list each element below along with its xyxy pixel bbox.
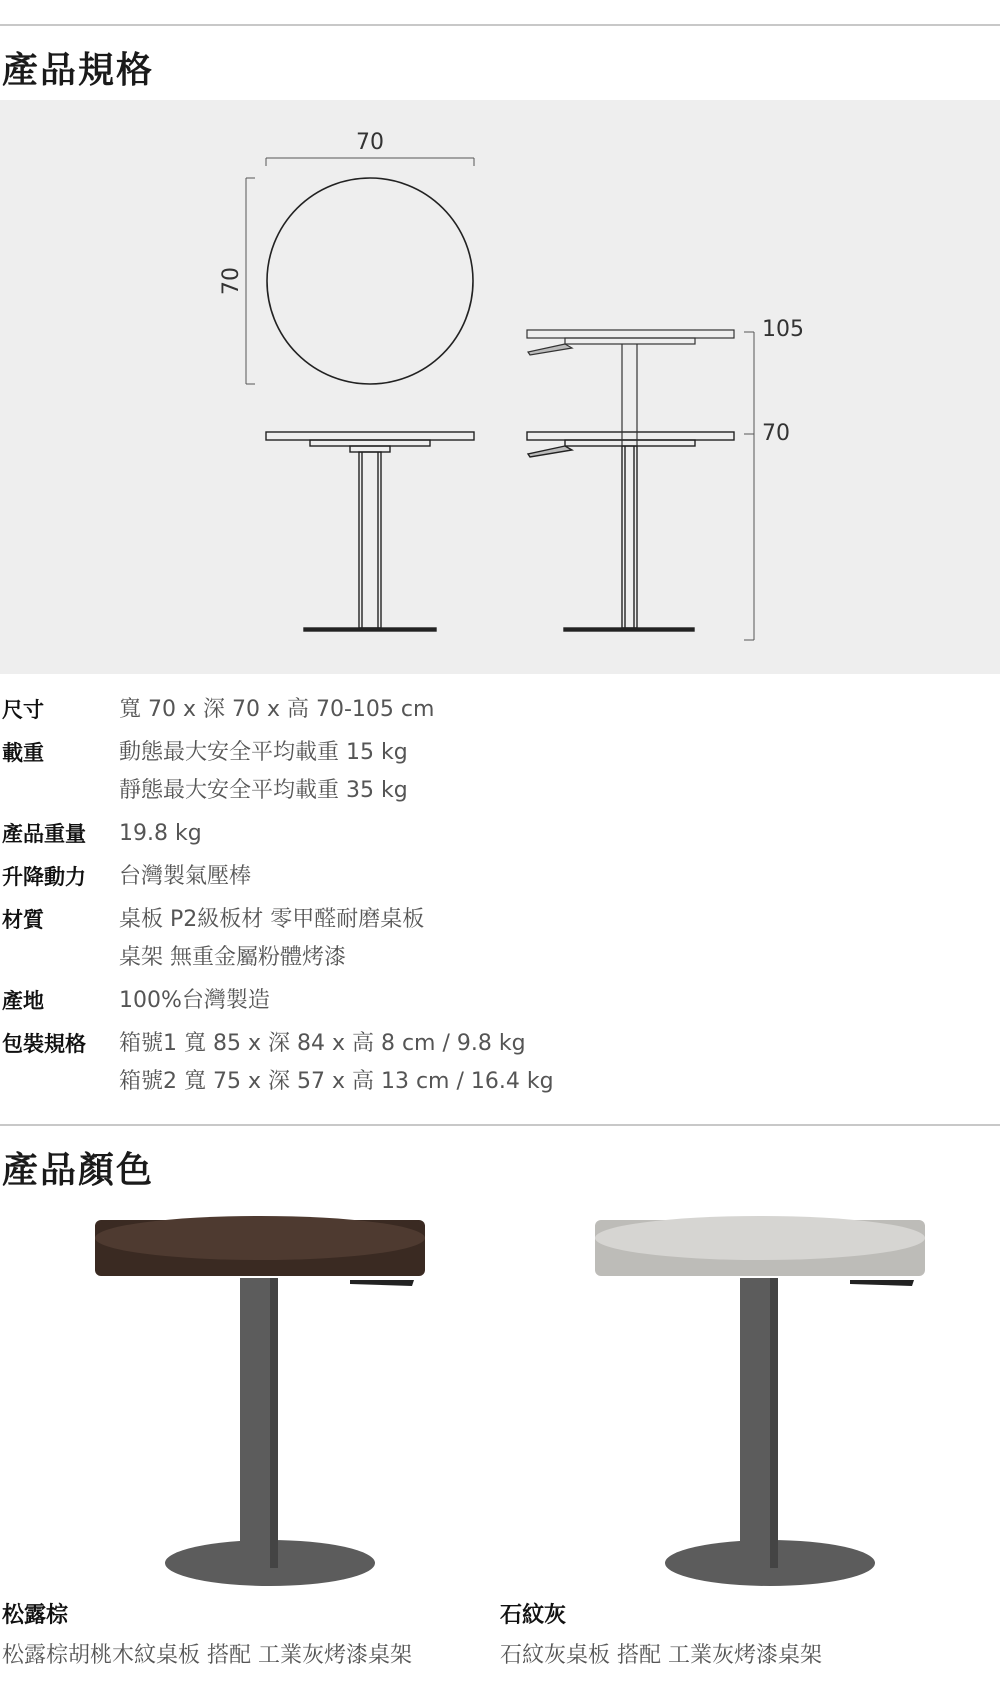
spec-label: 材質 bbox=[2, 908, 44, 932]
color-section-title: 產品顏色 bbox=[2, 1150, 155, 1191]
spec-value: 箱號2 寬 75 x 深 57 x 高 13 cm / 16.4 kg bbox=[119, 1069, 554, 1094]
column-shadow bbox=[770, 1278, 778, 1568]
spec-values bbox=[119, 985, 992, 1023]
color-name-1: 松露棕 bbox=[2, 1603, 69, 1628]
lever-handle bbox=[850, 1280, 914, 1286]
top-depth-label: 70 bbox=[219, 267, 244, 295]
spec-row bbox=[2, 737, 992, 813]
spec-section-title: 產品規格 bbox=[2, 50, 155, 91]
front-view-table bbox=[266, 432, 474, 631]
spec-row bbox=[2, 694, 992, 732]
color-swatch-2 bbox=[540, 1210, 1000, 1590]
spec-values bbox=[119, 1028, 992, 1104]
tabletop-top-view bbox=[267, 178, 473, 384]
lever-handle bbox=[350, 1280, 414, 1286]
spec-row bbox=[2, 1028, 992, 1104]
dimension-diagram bbox=[0, 100, 1000, 674]
spec-values bbox=[119, 904, 992, 980]
height-dimension bbox=[744, 332, 754, 640]
spec-label: 產品重量 bbox=[2, 822, 86, 846]
color-swatch-1 bbox=[40, 1210, 500, 1590]
dimension-drawing bbox=[0, 100, 1000, 674]
spec-label: 產地 bbox=[2, 989, 44, 1013]
top-divider bbox=[0, 24, 1000, 26]
color-description-1: 松露棕胡桃木紋桌板 搭配 工業灰烤漆桌架 bbox=[2, 1643, 412, 1668]
spec-row bbox=[2, 985, 992, 1023]
spec-value: 寬 70 x 深 70 x 高 70-105 cm bbox=[119, 697, 435, 722]
spec-value: 19.8 kg bbox=[119, 821, 202, 846]
table-illustration-2 bbox=[540, 1210, 1000, 1590]
spec-label: 升降動力 bbox=[2, 865, 86, 889]
top-depth-dimension bbox=[246, 178, 255, 384]
spec-value: 動態最大安全平均載重 15 kg bbox=[119, 740, 408, 765]
spec-values bbox=[119, 861, 992, 899]
spec-value: 桌板 P2級板材 零甲醛耐磨桌板 bbox=[119, 907, 425, 932]
spec-values bbox=[119, 737, 992, 813]
spec-label: 尺寸 bbox=[2, 698, 44, 722]
column-shadow bbox=[270, 1278, 278, 1568]
height-min-label: 70 bbox=[762, 421, 790, 446]
table-column bbox=[240, 1278, 270, 1568]
spec-value: 桌架 無重金屬粉體烤漆 bbox=[119, 945, 346, 970]
color-name-2: 石紋灰 bbox=[500, 1603, 567, 1628]
top-width-label: 70 bbox=[356, 130, 384, 155]
spec-value: 箱號1 寬 85 x 深 84 x 高 8 cm / 9.8 kg bbox=[119, 1031, 526, 1056]
spec-row bbox=[2, 861, 992, 899]
spec-label: 包裝規格 bbox=[2, 1032, 86, 1056]
tabletop bbox=[595, 1216, 925, 1260]
top-width-dimension bbox=[266, 158, 474, 166]
spec-list bbox=[2, 694, 992, 1109]
height-max-label: 105 bbox=[762, 317, 804, 342]
spec-value: 台灣製氣壓棒 bbox=[119, 864, 252, 889]
spec-value: 100%台灣製造 bbox=[119, 988, 270, 1013]
tabletop bbox=[95, 1216, 425, 1260]
spec-row bbox=[2, 818, 992, 856]
table-illustration-1 bbox=[40, 1210, 500, 1590]
color-divider bbox=[0, 1124, 1000, 1126]
side-view-table-lowered bbox=[527, 432, 734, 631]
spec-label: 載重 bbox=[2, 741, 44, 765]
spec-value: 靜態最大安全平均載重 35 kg bbox=[119, 778, 408, 803]
table-column bbox=[740, 1278, 770, 1568]
spec-values bbox=[119, 694, 992, 732]
spec-row bbox=[2, 904, 992, 980]
spec-values bbox=[119, 818, 992, 856]
side-view-table-raised bbox=[527, 330, 734, 446]
color-description-2: 石紋灰桌板 搭配 工業灰烤漆桌架 bbox=[500, 1643, 822, 1668]
